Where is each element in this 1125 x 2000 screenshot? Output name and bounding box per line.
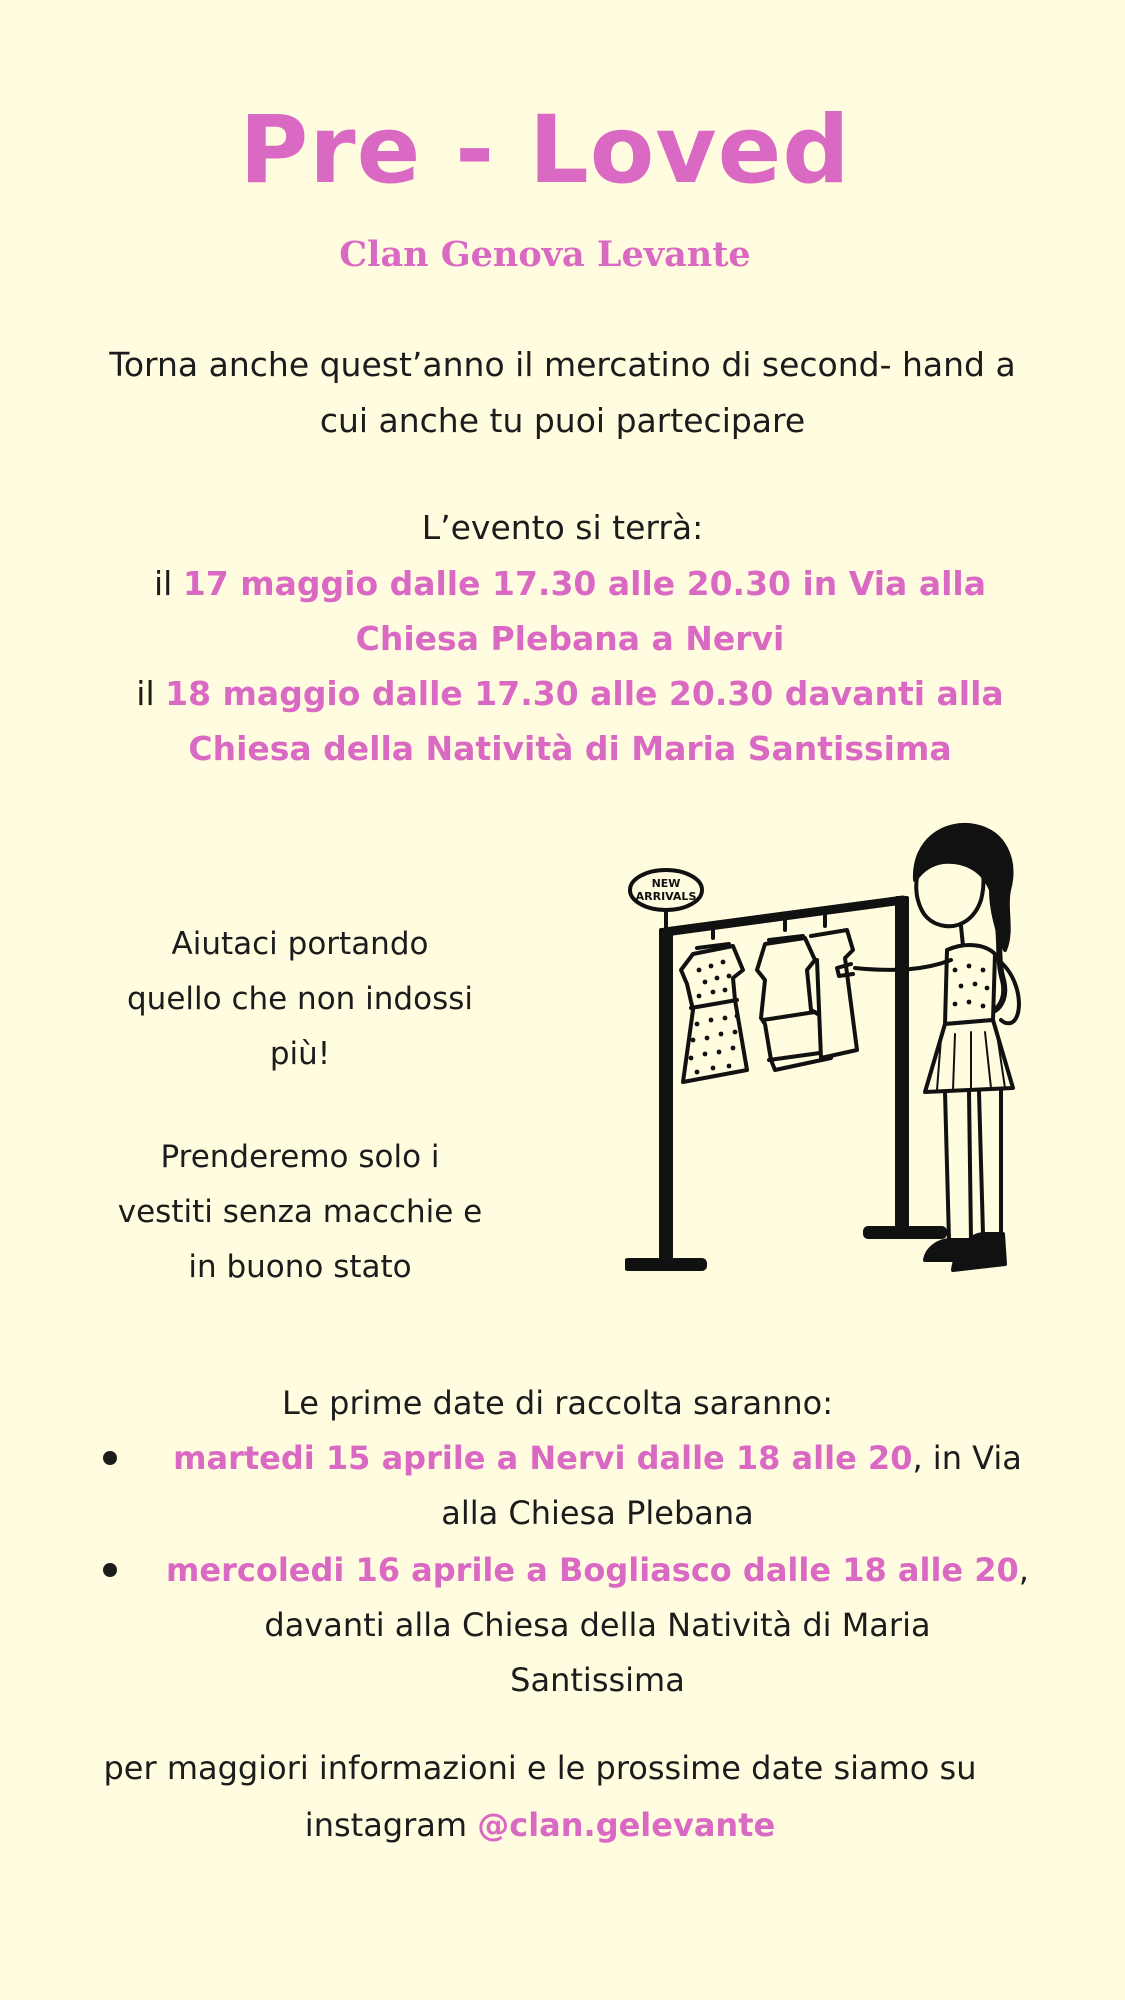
girl-top	[945, 945, 995, 1024]
event-date-1-highlight: 17 maggio dalle 17.30 alle 20.30 in Via alla	[182, 564, 986, 603]
girl-leg-right	[979, 1090, 1001, 1234]
help-line: Aiutaci portando	[171, 926, 429, 962]
page-title: Pre - Loved	[239, 96, 851, 205]
help-line: Prenderemo solo i	[160, 1139, 440, 1175]
intro-text	[40, 337, 1085, 449]
collection-item-1-highlight: martedi 15 aprile a Nervi dalle 18 alle 20	[173, 1439, 913, 1477]
help-line: più!	[269, 1036, 331, 1072]
event-date-2-line-2: Chiesa della Natività di Maria Santissima	[188, 729, 952, 768]
footer-line-1: per maggiori informazioni e le prossime date siamo su	[103, 1749, 977, 1787]
event-date-1-line-2: Chiesa Plebana a Nervi	[355, 619, 785, 658]
intro-line-1: Torna anche quest’anno il mercatino di second- hand a	[109, 345, 1016, 384]
event-date-2-prefix: il	[136, 674, 166, 713]
help-paragraph-2	[60, 1130, 540, 1295]
help-line: quello che non indossi	[127, 981, 473, 1017]
event-date-2-line-1	[90, 666, 1050, 721]
rack-foot-left	[625, 1260, 705, 1269]
collection-heading: Le prime date di raccolta saranno:	[282, 1384, 833, 1422]
collection-item-2-highlight: mercoledi 16 aprile a Bogliasco dalle 18 alle 20	[166, 1551, 1019, 1589]
collection-item-2-line-1	[140, 1543, 1055, 1598]
rack-foot-right	[865, 1228, 945, 1237]
collection-item-2-line-3: Santissima	[510, 1661, 685, 1699]
intro-line-2: cui anche tu puoi partecipare	[319, 401, 806, 440]
collection-item-1-rest: , in Via	[912, 1439, 1022, 1477]
event-heading: L’evento si terrà:	[421, 508, 704, 547]
footer-prefix: instagram	[304, 1806, 478, 1844]
event-date-1-line-1	[90, 556, 1050, 611]
collection-item-1-line-1	[140, 1431, 1055, 1486]
collection-item-2-line-2: davanti alla Chiesa della Natività di Maria	[264, 1606, 931, 1644]
collection-item-1-line-2: alla Chiesa Plebana	[441, 1494, 754, 1532]
page-subtitle: Clan Genova Levante	[339, 234, 751, 275]
help-paragraph-1	[60, 917, 540, 1082]
girl-leg-left	[945, 1092, 971, 1240]
footer-line-2	[40, 1797, 1040, 1854]
hanger-2	[769, 920, 803, 940]
footer-text	[40, 1740, 1040, 1854]
sign-text-line-1: NEW	[651, 877, 681, 890]
rack-pole-left	[661, 930, 671, 1260]
event-date-2-highlight: 18 maggio dalle 17.30 alle 20.30 davanti alla	[165, 674, 1004, 713]
girl-neck	[961, 926, 963, 946]
sign-text-line-2: ARRIVALS	[635, 890, 697, 903]
collection-item-2	[95, 1543, 1055, 1708]
help-line: in buono stato	[188, 1249, 412, 1285]
event-date-1-prefix: il	[154, 564, 183, 603]
collection-item-1	[95, 1431, 1055, 1541]
clothes-rack-illustration	[625, 820, 1045, 1300]
instagram-handle-link[interactable]: @clan.gelevante	[477, 1806, 776, 1844]
help-line: vestiti senza macchie e	[117, 1194, 483, 1230]
collection-item-2-rest: ,	[1018, 1551, 1029, 1589]
bullet-dot	[103, 1451, 117, 1465]
bullet-dot	[103, 1563, 117, 1577]
rack-pole-right	[897, 898, 907, 1228]
